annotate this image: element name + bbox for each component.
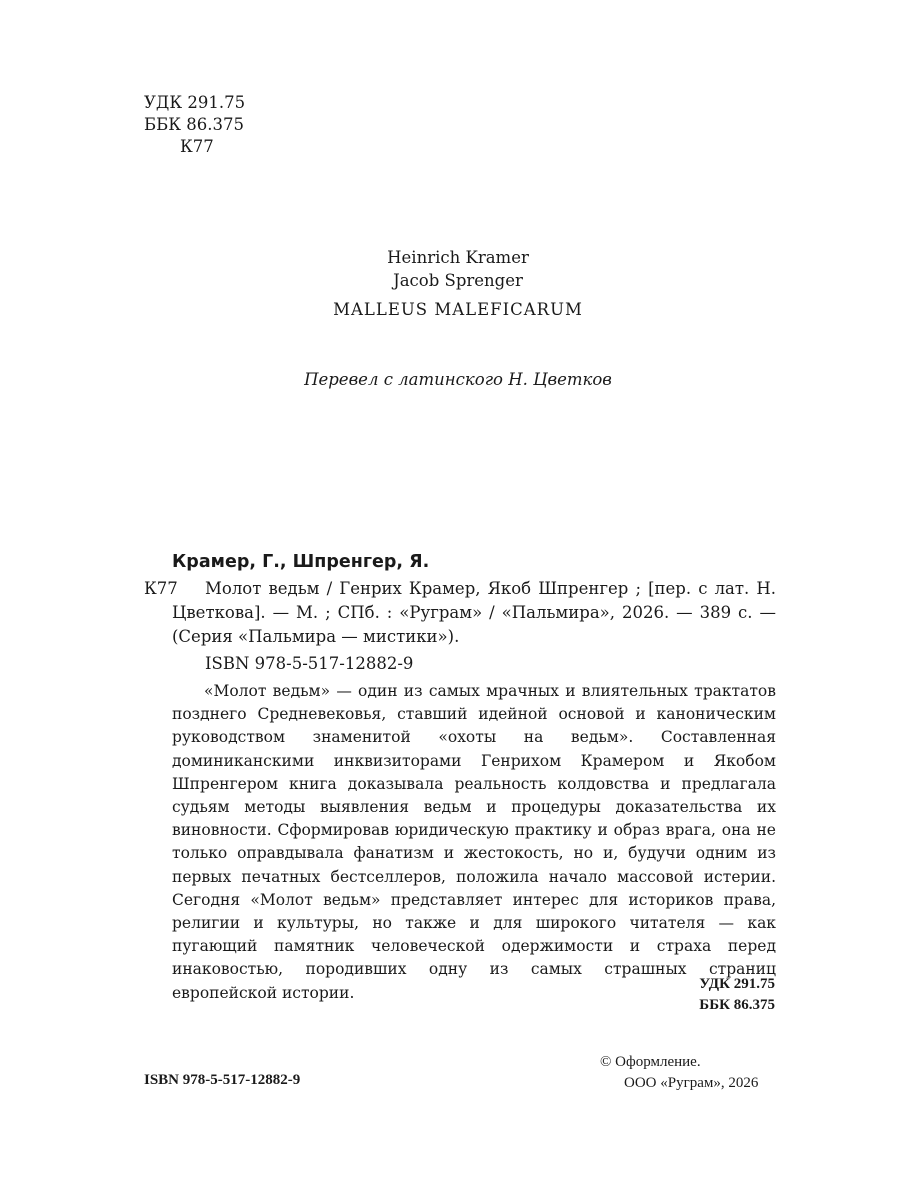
record-isbn: ISBN 978-5-517-12882-9	[205, 654, 414, 673]
description-text: Молот ведьм / Генрих Крамер, Якоб Шпренгер ; [пер. с лат. Н. Цветкова]. — М. ; СПб. : «Руграм» / «Пальмира», 2026. — 389 с. — (Серия «Пальмира — мистики»).	[172, 579, 776, 646]
copyright	[600, 1052, 758, 1094]
classification-codes	[144, 92, 245, 158]
author-mark: К77	[180, 137, 214, 156]
udk-code: УДК 291.75	[144, 93, 246, 112]
translator-credit: Перевел с латинского Н. Цветков	[304, 370, 612, 389]
footer-udk: УДК 291.75	[699, 976, 775, 992]
footer-isbn: ISBN 978-5-517-12882-9	[144, 1072, 301, 1088]
annotation-text: «Молот ведьм» — один из самых мрачных и влиятельных трактатов позднего Средневековья, ставший идейной основой и каноническим руководством знаменитой «охоты на ведьм». Составленная доминиканскими инквизиторами Генрихом Крамером и Якобом Шпренгером книга доказывала реальность колдовства и предлагала судьям методы выявления ведьм и процедуры доказательства их виновности. Сформировав юридическую практику и образ врага, она не только оправдывала фанатизм и жестокость, но и, будучи одним из первых печатных бестселлеров, положила начало массовой истерии. Сегодня «Молот ведьм» представляет интерес для историков права, религии и культуры, но также и для широкого читателя — как пугающий памятник человеческой одержимости и страха перед инаковостью, породивших одну из самых страшных страниц европейской истории.	[172, 682, 776, 1002]
bibliographic-heading: Крамер, Г., Шпренгер, Я.	[172, 552, 430, 572]
author-1: Heinrich Kramer	[387, 248, 529, 267]
author-2: Jacob Sprenger	[393, 271, 523, 290]
bbk-code: ББК 86.375	[144, 115, 244, 134]
copyright-line-1: © Оформление.	[600, 1054, 701, 1070]
copyright-line-2: ООО «Руграм», 2026	[624, 1075, 759, 1091]
annotation	[172, 680, 776, 1005]
original-authors	[0, 246, 900, 292]
footer-bbk: ББК 86.375	[699, 997, 775, 1013]
original-title: MALLEUS MALEFICARUM	[333, 300, 583, 319]
bibliographic-description	[172, 577, 776, 649]
record-author-mark: К77	[144, 579, 178, 598]
footer-codes	[699, 974, 775, 1016]
